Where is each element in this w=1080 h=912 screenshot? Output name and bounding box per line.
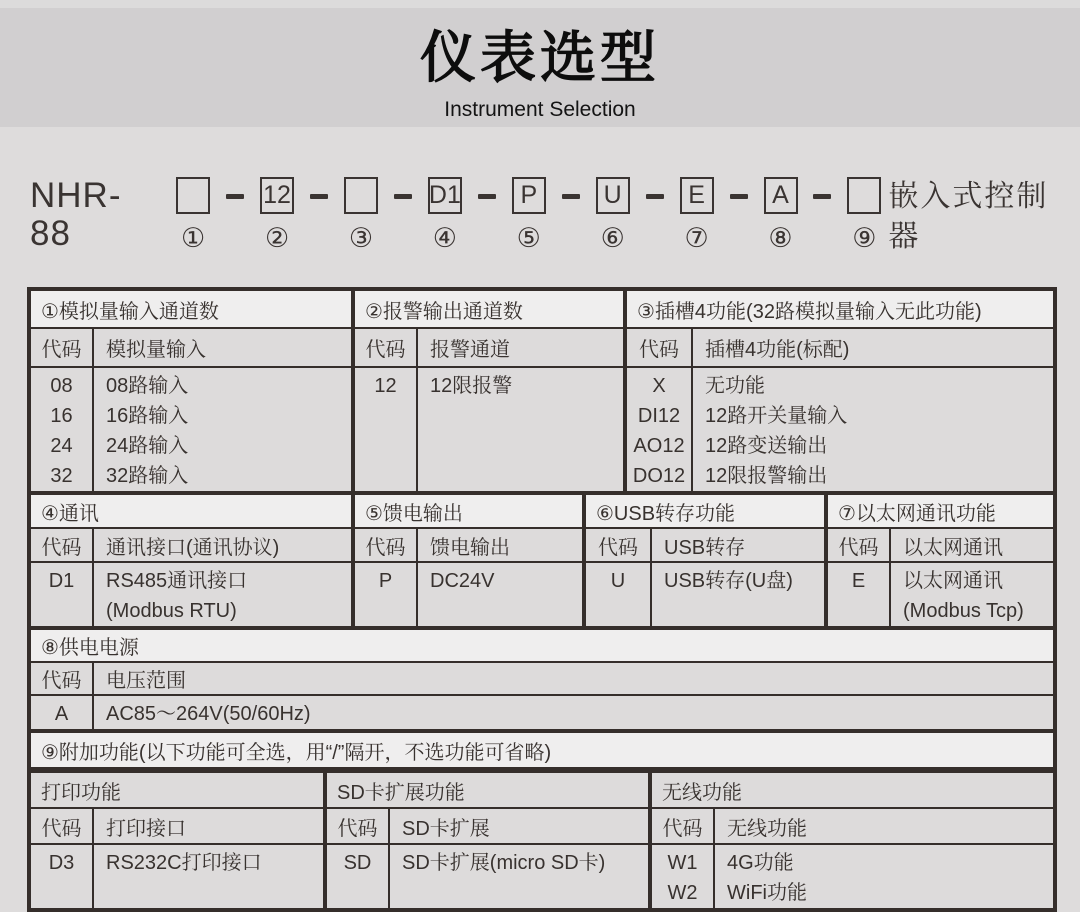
section-body xyxy=(31,563,351,626)
desc-column-header: 打印接口 xyxy=(106,817,186,840)
desc-cell: SD卡扩展(micro SD卡) xyxy=(402,852,606,874)
desc-cell: 24路输入 xyxy=(106,435,189,457)
section-title: ④通讯 xyxy=(31,495,351,529)
section-alarm-output-channels xyxy=(355,291,627,491)
model-code-box-1 xyxy=(176,177,210,214)
section-analog-input-channels xyxy=(31,291,355,491)
desc-column-header: 无线功能 xyxy=(727,817,807,840)
desc-cell: 以太网通讯 xyxy=(903,570,1003,592)
section-body xyxy=(31,845,323,908)
table-band-1 xyxy=(31,291,1053,495)
dash-separator xyxy=(730,194,748,199)
model-segment-1 xyxy=(174,177,212,252)
section-title: 打印功能 xyxy=(31,773,323,809)
model-segment-6 xyxy=(594,177,632,252)
desc-column-header: 通讯接口(通讯协议) xyxy=(106,536,280,559)
model-prefix: NHR-88 xyxy=(30,176,122,253)
model-index-1: ① xyxy=(181,223,206,253)
desc-cells xyxy=(390,845,605,908)
section-title: ⑤馈电输出 xyxy=(355,495,582,529)
selection-table xyxy=(27,287,1057,912)
code-column-header: 代码 xyxy=(828,529,891,561)
model-code-box-3 xyxy=(344,177,378,214)
model-index-4: ④ xyxy=(432,223,457,253)
desc-cells xyxy=(418,563,494,626)
code-cell: D1 xyxy=(48,570,75,592)
code-column-header: 代码 xyxy=(31,809,94,843)
dash-separator xyxy=(394,194,412,199)
column-headers xyxy=(31,663,1053,696)
code-column-header: 代码 xyxy=(355,529,418,561)
section-title: SD卡扩展功能 xyxy=(327,773,648,809)
desc-cells xyxy=(94,563,247,626)
model-code-box-5: P xyxy=(512,177,546,214)
section-title: ②报警输出通道数 xyxy=(355,291,623,329)
dash-separator xyxy=(646,194,664,199)
section-sd-card-expansion xyxy=(327,773,652,908)
code-column-header: 代码 xyxy=(31,663,94,694)
section-usb-transfer xyxy=(586,495,828,626)
desc-cells xyxy=(94,696,311,729)
code-column-header: 代码 xyxy=(586,529,652,561)
page-subtitle: Instrument Selection xyxy=(444,98,636,121)
code-cell: X xyxy=(652,375,666,397)
desc-cells xyxy=(418,368,512,491)
section-print-function xyxy=(31,773,327,908)
code-cell: E xyxy=(851,570,866,592)
model-suffix: 嵌入式控制器 xyxy=(888,180,1049,253)
section-body xyxy=(355,563,582,626)
desc-cell: AC85～264V(50/60Hz) xyxy=(106,703,311,725)
desc-column-header: 插槽4功能(标配) xyxy=(705,339,850,361)
code-cell: DO12 xyxy=(632,465,686,487)
desc-cell: RS232C打印接口 xyxy=(106,852,262,874)
model-index-8: ⑧ xyxy=(768,223,793,253)
code-cell: 32 xyxy=(50,465,73,487)
page-title: 仪表选型 xyxy=(420,26,660,89)
table-band-4 xyxy=(31,733,1053,773)
model-index-6: ⑥ xyxy=(600,223,625,253)
code-cell: D3 xyxy=(48,852,75,874)
section-title: ⑦以太网通讯功能 xyxy=(828,495,1053,529)
model-index-7: ⑦ xyxy=(684,223,709,253)
desc-cells xyxy=(94,368,188,491)
model-index-3: ③ xyxy=(348,223,374,253)
column-headers xyxy=(586,529,824,563)
code-cells xyxy=(586,563,652,626)
code-cells xyxy=(327,845,390,908)
section-additional-functions-note: ⑨附加功能(以下功能可全选，用“/”隔开，不选功能可省略) xyxy=(31,733,1053,769)
code-cell: SD xyxy=(343,852,372,874)
code-column-header: 代码 xyxy=(31,329,94,366)
column-headers xyxy=(627,329,1053,368)
section-title: ①模拟量输入通道数 xyxy=(31,291,351,329)
code-cell: W1 xyxy=(667,852,698,874)
dash-separator xyxy=(813,194,831,199)
code-cell: DI12 xyxy=(637,405,681,427)
column-headers xyxy=(31,809,323,845)
code-cells xyxy=(31,696,94,729)
desc-cell: (Modbus Tcp) xyxy=(903,600,1024,622)
desc-cell: RS485通讯接口 xyxy=(106,570,248,592)
desc-column-header: USB转存 xyxy=(664,536,746,559)
code-cells xyxy=(31,368,94,491)
code-column-header: 代码 xyxy=(355,329,418,366)
dash-separator xyxy=(310,194,328,199)
column-headers xyxy=(31,529,351,563)
desc-cell: (Modbus RTU) xyxy=(106,600,237,622)
dash-separator xyxy=(478,194,496,199)
model-code-box-8: A xyxy=(764,177,798,214)
model-segment-9 xyxy=(845,177,883,252)
code-cell: 24 xyxy=(50,435,73,457)
column-headers xyxy=(652,809,1053,845)
model-code-box-7: E xyxy=(680,177,714,214)
code-cells xyxy=(828,563,891,626)
desc-cell: 16路输入 xyxy=(106,405,189,427)
desc-cell: WiFi功能 xyxy=(727,882,807,904)
section-body xyxy=(327,845,648,908)
model-code-box-6: U xyxy=(596,177,630,214)
section-body xyxy=(355,368,623,491)
code-cells xyxy=(31,845,94,908)
section-ethernet-communication xyxy=(828,495,1053,626)
section-slot4-function xyxy=(627,291,1053,491)
code-cell: 08 xyxy=(50,375,73,397)
section-power-feed-output xyxy=(355,495,586,626)
desc-cell: 12限报警输出 xyxy=(705,465,828,487)
desc-column-header: 以太网通讯 xyxy=(903,536,1003,559)
dash-separator xyxy=(226,194,244,199)
desc-cell: 12路变送输出 xyxy=(705,435,828,457)
table-band-2 xyxy=(31,495,1053,630)
code-cell: U xyxy=(610,570,626,592)
code-column-header: 代码 xyxy=(652,809,715,843)
column-headers xyxy=(327,809,648,845)
code-cell: W2 xyxy=(667,882,698,904)
desc-column-header: 模拟量输入 xyxy=(106,339,206,361)
column-headers xyxy=(31,329,351,368)
desc-cell: 4G功能 xyxy=(727,852,794,874)
desc-cells xyxy=(891,563,1024,626)
desc-cell: 12路开关量输入 xyxy=(705,405,848,427)
section-body xyxy=(31,368,351,491)
table-band-5 xyxy=(31,773,1053,908)
section-body xyxy=(652,845,1053,908)
desc-cell: 12限报警 xyxy=(430,375,513,397)
model-segment-3 xyxy=(342,177,380,252)
section-power-supply xyxy=(31,630,1053,729)
section-body xyxy=(586,563,824,626)
model-segment-7 xyxy=(678,177,716,252)
model-segment-2 xyxy=(258,177,296,252)
model-code-box-2: 12 xyxy=(260,177,294,214)
code-column-header: 代码 xyxy=(31,529,94,561)
desc-column-header: 报警通道 xyxy=(430,339,510,361)
code-cells xyxy=(355,563,418,626)
code-cells xyxy=(627,368,693,491)
model-code-box-4: D1 xyxy=(428,177,462,214)
desc-cells xyxy=(652,563,793,626)
desc-cell: DC24V xyxy=(430,570,495,592)
desc-cells xyxy=(94,845,262,908)
desc-column-header: SD卡扩展 xyxy=(402,817,490,840)
section-wireless-function xyxy=(652,773,1053,908)
top-strip xyxy=(0,0,1080,8)
code-cells xyxy=(355,368,418,491)
model-index-5: ⑤ xyxy=(516,223,541,253)
column-headers xyxy=(828,529,1053,563)
desc-cell: USB转存(U盘) xyxy=(664,570,793,592)
desc-cells xyxy=(715,845,807,908)
section-body xyxy=(31,696,1053,729)
model-segment-5 xyxy=(510,177,548,252)
section-title: ⑧供电电源 xyxy=(31,630,1053,663)
section-title: ③插槽4功能(32路模拟量输入无此功能) xyxy=(627,291,1053,329)
model-code-box-9 xyxy=(847,177,881,214)
code-cell: 16 xyxy=(50,405,73,427)
table-band-3 xyxy=(31,630,1053,733)
code-column-header: 代码 xyxy=(627,329,693,366)
column-headers xyxy=(355,529,582,563)
desc-column-header: 馈电输出 xyxy=(430,536,510,559)
model-segment-4 xyxy=(426,177,464,252)
section-body xyxy=(828,563,1053,626)
page-header xyxy=(0,8,1080,127)
section-body xyxy=(627,368,1053,491)
column-headers xyxy=(355,329,623,368)
model-index-2: ② xyxy=(264,223,290,253)
section-communication xyxy=(31,495,355,626)
code-column-header: 代码 xyxy=(327,809,390,843)
desc-column-header: 电压范围 xyxy=(106,670,186,692)
code-cell: A xyxy=(54,703,69,725)
section-title: 无线功能 xyxy=(652,773,1053,809)
model-index-9: ⑨ xyxy=(852,223,877,253)
desc-cell: 无功能 xyxy=(705,375,765,397)
model-code-line xyxy=(30,177,1080,257)
model-segment-8 xyxy=(762,177,800,252)
code-cells xyxy=(652,845,715,908)
code-cell: 12 xyxy=(374,375,397,397)
code-cell: P xyxy=(378,570,393,592)
desc-cells xyxy=(693,368,847,491)
desc-cell: 32路输入 xyxy=(106,465,189,487)
code-cells xyxy=(31,563,94,626)
desc-cell: 08路输入 xyxy=(106,375,189,397)
dash-separator xyxy=(562,194,580,199)
section-title: ⑥USB转存功能 xyxy=(586,495,824,529)
code-cell: AO12 xyxy=(633,435,685,457)
